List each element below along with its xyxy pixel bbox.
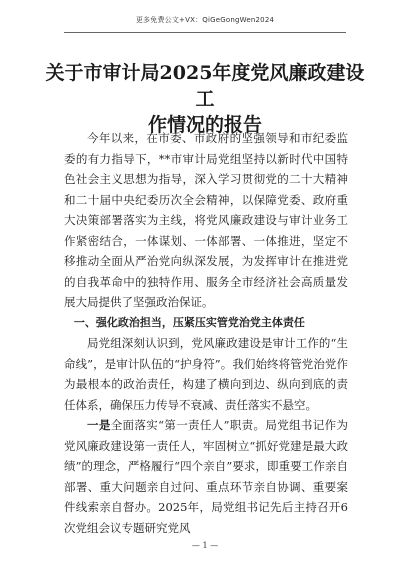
- intro-paragraph: 今年以来，在市委、市政府的坚强领导和市纪委监委的有力指导下，**市审计局党组坚持以新时代中国特色社会主义思想为指导，深入学习贯彻党的二十大精神和二十届中央纪委历次全会精神，以保障党委、政府重大决策部署落实为主线，将党风廉政建设与审计业务工作紧密结合，一体谋划、一体部署、一体推进，坚定不移推动全面从严治党向纵深发展，为发挥审计在推进党的自我革命中的独特作用、服务全市经济社会高质量发展大局提供了坚强政治保证。: [64, 131, 348, 309]
- page-number: — 1 —: [191, 541, 219, 550]
- title-line-1: 关于市审计局2025年度党风廉政建设工: [45, 62, 365, 110]
- header-divider: [64, 32, 346, 33]
- document-title: [40, 60, 370, 138]
- document-body: [64, 128, 348, 538]
- paragraph-text: 全面落实“第一责任人”职责。局党组书记作为党风廉政建设第一责任人，牢固树立“抓好党建是最大政绩”的理念，严格履行“四个亲自”要求，即重要工作亲自部署、重大问题亲自过问、重点环节亲自协调、重要案件线索亲自督办。2025年，局党组书记先后主持召开6次党组会议专题研究党风: [64, 418, 348, 535]
- section-heading: 一、强化政治担当，压紧压实管党治党主体责任: [73, 315, 305, 329]
- title-line-2: 作情况的报告: [147, 114, 262, 136]
- paragraph-lead: 一是: [87, 418, 111, 432]
- section-paragraph: [64, 415, 348, 538]
- page-header: 更多免费公文+VX：QiGeGongWen2024: [135, 16, 275, 24]
- section-paragraph: 局党组深刻认识到，党风廉政建设是审计工作的“生命线”，是审计队伍的“护身符”。我们始终将管党治党作为最根本的政治责任，构建了横向到边、纵向到底的责任体系，确保压力传导不衰减、责任落实不悬空。: [64, 336, 348, 412]
